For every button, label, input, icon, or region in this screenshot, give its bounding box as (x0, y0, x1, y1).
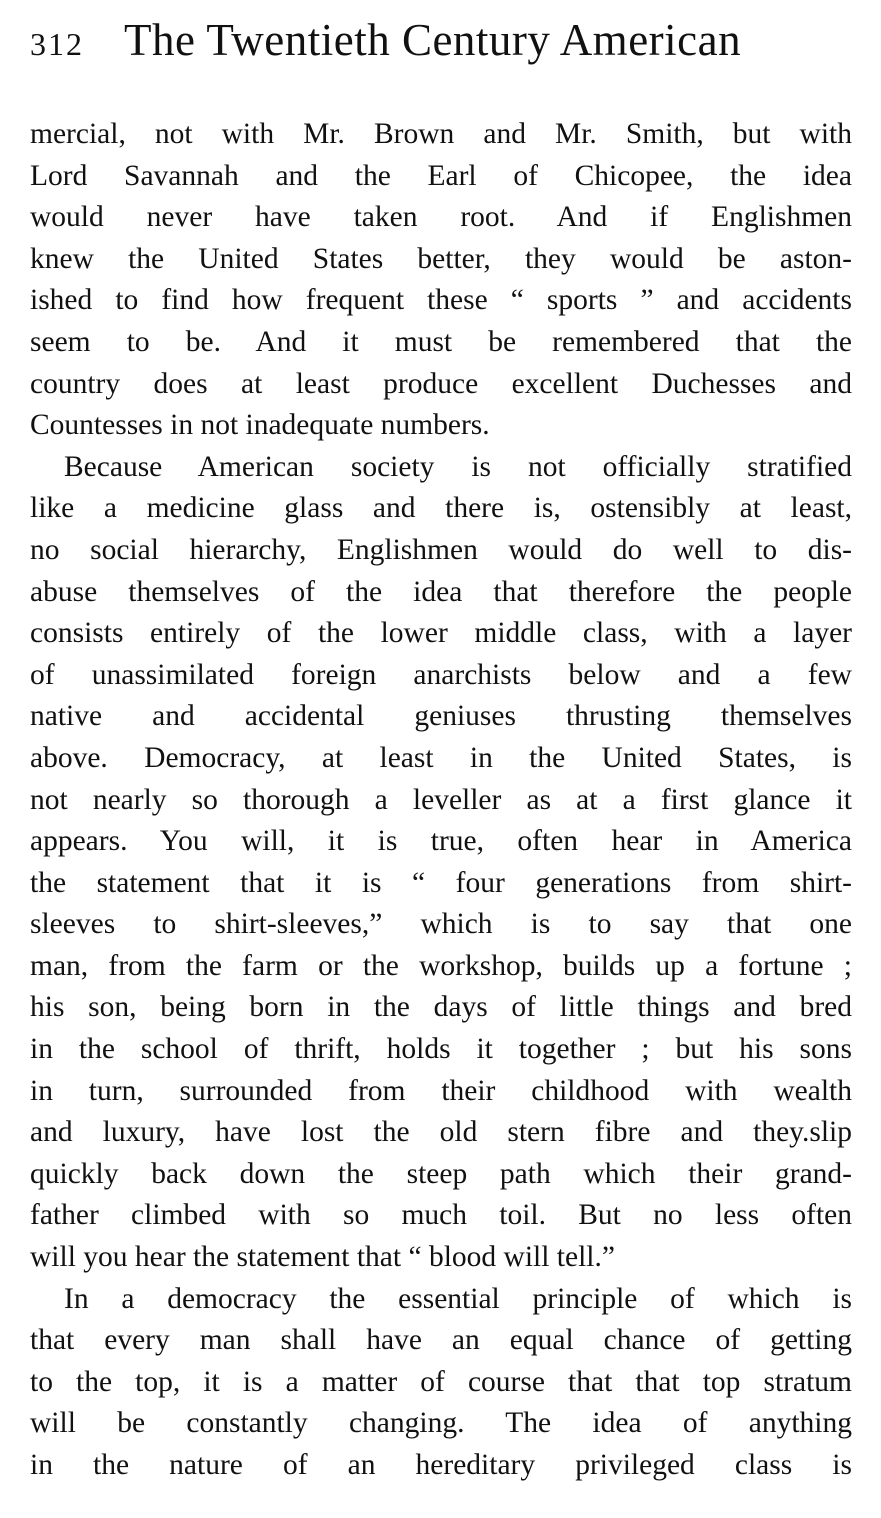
text-line: in turn, surrounded from their childhood with wealth (30, 1074, 852, 1107)
text-line: man, from the farm or the workshop, builds up a fortune ; (30, 949, 852, 982)
text-line: ished to find how frequent these “ sports ” and accidents (30, 284, 852, 317)
text-line: Lord Savannah and the Earl of Chicopee, the idea (30, 159, 852, 192)
paragraph-2 (30, 447, 852, 1279)
text-line: would never have taken root. And if Englishmen (30, 201, 852, 234)
text-line: the statement that it is “ four generations from shirt- (30, 866, 852, 899)
text-line: quickly back down the steep path which their grand- (30, 1157, 852, 1190)
text-line: sleeves to shirt-sleeves,” which is to say that one (30, 908, 852, 941)
text-line: no social hierarchy, Englishmen would do well to dis- (30, 533, 852, 566)
running-head (30, 14, 852, 76)
text-line: father climbed with so much toil. But no less often (30, 1199, 852, 1232)
page-number: 312 (30, 26, 84, 62)
text-line: Because American society is not officially stratified (64, 450, 852, 483)
text-line: will you hear the statement that “ blood will tell.” (30, 1241, 615, 1274)
text-line: In a democracy the essential principle of which is (64, 1282, 852, 1315)
text-line: native and accidental geniuses thrusting themselves (30, 700, 852, 733)
text-line: abuse themselves of the idea that therefore the people (30, 575, 852, 608)
text-line: knew the United States better, they would be aston- (30, 242, 852, 275)
text-line: Countesses in not inadequate numbers. (30, 409, 490, 442)
text-line: that every man shall have an equal chance of getting (30, 1324, 852, 1357)
body-text (30, 114, 852, 1487)
text-line: like a medicine glass and there is, ostensibly at least, (30, 492, 852, 525)
paragraph-3 (30, 1279, 852, 1487)
text-line: appears. You will, it is true, often hear in America (30, 825, 852, 858)
text-line: will be constantly changing. The idea of anything (30, 1407, 852, 1440)
text-line: his son, being born in the days of little things and bred (30, 991, 852, 1024)
text-line: seem to be. And it must be remembered that the (30, 325, 852, 358)
running-title: The Twentieth Century American (124, 15, 742, 65)
text-line: mercial, not with Mr. Brown and Mr. Smith, but with (30, 118, 852, 150)
book-page (30, 14, 852, 1487)
text-line: not nearly so thorough a leveller as at a first glance it (30, 783, 852, 816)
paragraph-1 (30, 114, 852, 447)
text-line: in the nature of an hereditary privileged class is (30, 1449, 852, 1481)
text-line: of unassimilated foreign anarchists below and a few (30, 658, 852, 691)
text-line: and luxury, have lost the old stern fibre and they.slip (30, 1116, 852, 1149)
text-line: above. Democracy, at least in the United States, is (30, 741, 852, 774)
text-line: country does at least produce excellent Duchesses and (30, 367, 852, 400)
text-line: to the top, it is a matter of course that that top stratum (30, 1365, 852, 1398)
text-line: consists entirely of the lower middle class, with a layer (30, 617, 852, 650)
text-line: in the school of thrift, holds it together ; but his sons (30, 1033, 852, 1066)
